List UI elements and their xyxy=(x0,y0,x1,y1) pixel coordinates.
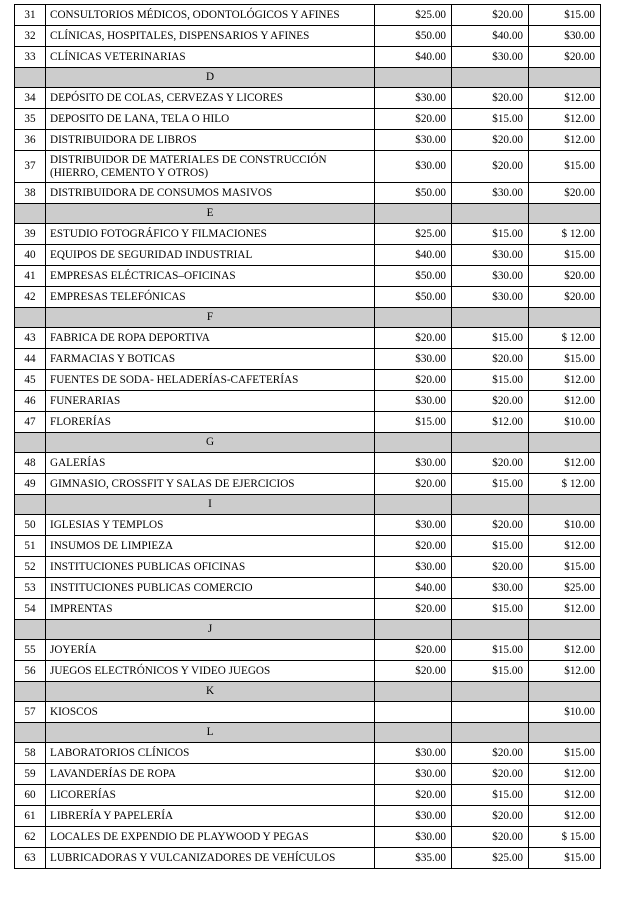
fee-column-1: $30.00 xyxy=(375,349,452,370)
fee-column-3: $ 12.00 xyxy=(529,328,601,349)
business-type: FARMACIAS Y BOTICAS xyxy=(46,349,375,370)
business-type: DEPÓSITO DE COLAS, CERVEZAS Y LICORES xyxy=(46,88,375,109)
fee-column-2: $20.00 xyxy=(452,764,529,785)
section-letter: F xyxy=(46,308,375,328)
section-letter: K xyxy=(46,682,375,702)
fee-column-3: $10.00 xyxy=(529,515,601,536)
table-row xyxy=(15,702,601,723)
section-empty-cell-1 xyxy=(375,682,452,702)
fee-column-2: $15.00 xyxy=(452,109,529,130)
row-number: 63 xyxy=(15,848,46,869)
fee-column-1: $30.00 xyxy=(375,743,452,764)
row-number: 57 xyxy=(15,702,46,723)
section-empty-cell-1 xyxy=(375,308,452,328)
business-type: JOYERÍA xyxy=(46,640,375,661)
table-row xyxy=(15,349,601,370)
business-type: DISTRIBUIDORA DE CONSUMOS MASIVOS xyxy=(46,183,375,204)
fee-column-1: $50.00 xyxy=(375,287,452,308)
fee-column-2: $20.00 xyxy=(452,453,529,474)
table-row xyxy=(15,370,601,391)
fee-column-2: $30.00 xyxy=(452,578,529,599)
fee-column-3: $20.00 xyxy=(529,47,601,68)
section-empty-cell-3 xyxy=(529,433,601,453)
table-row xyxy=(15,536,601,557)
section-letter: E xyxy=(46,204,375,224)
fee-column-2: $12.00 xyxy=(452,412,529,433)
fee-column-1: $30.00 xyxy=(375,453,452,474)
fee-column-3: $12.00 xyxy=(529,785,601,806)
business-type: LABORATORIOS CLÍNICOS xyxy=(46,743,375,764)
fee-column-3: $12.00 xyxy=(529,88,601,109)
fee-column-3: $15.00 xyxy=(529,5,601,26)
fee-column-2: $30.00 xyxy=(452,287,529,308)
business-type: FABRICA DE ROPA DEPORTIVA xyxy=(46,328,375,349)
row-number: 53 xyxy=(15,578,46,599)
section-letter: G xyxy=(46,433,375,453)
fee-column-3: $12.00 xyxy=(529,370,601,391)
fee-column-1: $30.00 xyxy=(375,557,452,578)
row-number: 62 xyxy=(15,827,46,848)
business-type: CLÍNICAS VETERINARIAS xyxy=(46,47,375,68)
business-type: ESTUDIO FOTOGRÁFICO Y FILMACIONES xyxy=(46,224,375,245)
section-spacer-cell xyxy=(15,682,46,702)
tariff-table xyxy=(14,4,601,869)
table-row xyxy=(15,224,601,245)
fee-column-1: $20.00 xyxy=(375,474,452,495)
section-spacer-cell xyxy=(15,308,46,328)
section-empty-cell-2 xyxy=(452,204,529,224)
row-number: 39 xyxy=(15,224,46,245)
row-number: 35 xyxy=(15,109,46,130)
business-type: LAVANDERÍAS DE ROPA xyxy=(46,764,375,785)
business-type: DISTRIBUIDORA DE LIBROS xyxy=(46,130,375,151)
fee-column-3: $15.00 xyxy=(529,848,601,869)
fee-column-3: $12.00 xyxy=(529,640,601,661)
business-type: DEPOSITO DE LANA, TELA O HILO xyxy=(46,109,375,130)
fee-column-1 xyxy=(375,702,452,723)
business-type: DISTRIBUIDOR DE MATERIALES DE CONSTRUCCIÓN (HIERRO, CEMENTO Y OTROS) xyxy=(46,151,375,183)
fee-column-2: $15.00 xyxy=(452,599,529,620)
section-header-row xyxy=(15,68,601,88)
fee-column-3: $12.00 xyxy=(529,536,601,557)
fee-column-2: $20.00 xyxy=(452,88,529,109)
section-empty-cell-2 xyxy=(452,495,529,515)
fee-column-1: $50.00 xyxy=(375,183,452,204)
fee-column-3: $12.00 xyxy=(529,661,601,682)
fee-column-2: $40.00 xyxy=(452,26,529,47)
fee-column-2: $20.00 xyxy=(452,349,529,370)
fee-column-1: $20.00 xyxy=(375,640,452,661)
tariff-table-body xyxy=(15,5,601,869)
row-number: 50 xyxy=(15,515,46,536)
fee-column-3: $30.00 xyxy=(529,26,601,47)
section-spacer-cell xyxy=(15,723,46,743)
fee-column-3: $12.00 xyxy=(529,130,601,151)
row-number: 33 xyxy=(15,47,46,68)
fee-column-1: $20.00 xyxy=(375,661,452,682)
row-number: 43 xyxy=(15,328,46,349)
fee-column-1: $30.00 xyxy=(375,806,452,827)
table-row xyxy=(15,599,601,620)
business-type: FUNERARIAS xyxy=(46,391,375,412)
section-empty-cell-1 xyxy=(375,433,452,453)
table-row xyxy=(15,266,601,287)
fee-column-3: $ 12.00 xyxy=(529,474,601,495)
fee-column-1: $50.00 xyxy=(375,26,452,47)
fee-column-1: $40.00 xyxy=(375,47,452,68)
row-number: 42 xyxy=(15,287,46,308)
fee-column-1: $25.00 xyxy=(375,5,452,26)
row-number: 52 xyxy=(15,557,46,578)
fee-column-3: $10.00 xyxy=(529,702,601,723)
section-letter: D xyxy=(46,68,375,88)
section-empty-cell-1 xyxy=(375,68,452,88)
fee-column-2: $20.00 xyxy=(452,391,529,412)
fee-column-1: $25.00 xyxy=(375,224,452,245)
row-number: 45 xyxy=(15,370,46,391)
table-row xyxy=(15,743,601,764)
fee-column-1: $30.00 xyxy=(375,151,452,183)
row-number: 51 xyxy=(15,536,46,557)
business-type: INSUMOS DE LIMPIEZA xyxy=(46,536,375,557)
table-row xyxy=(15,130,601,151)
fee-column-3: $ 12.00 xyxy=(529,224,601,245)
section-empty-cell-1 xyxy=(375,204,452,224)
table-row xyxy=(15,183,601,204)
business-type: GIMNASIO, CROSSFIT Y SALAS DE EJERCICIOS xyxy=(46,474,375,495)
business-type: JUEGOS ELECTRÓNICOS Y VIDEO JUEGOS xyxy=(46,661,375,682)
table-row xyxy=(15,474,601,495)
fee-column-1: $50.00 xyxy=(375,266,452,287)
table-row xyxy=(15,578,601,599)
section-letter: I xyxy=(46,495,375,515)
section-empty-cell-3 xyxy=(529,682,601,702)
row-number: 54 xyxy=(15,599,46,620)
fee-column-1: $20.00 xyxy=(375,370,452,391)
row-number: 38 xyxy=(15,183,46,204)
table-row xyxy=(15,557,601,578)
fee-column-2: $20.00 xyxy=(452,806,529,827)
table-row xyxy=(15,391,601,412)
fee-column-1: $20.00 xyxy=(375,536,452,557)
fee-column-1: $35.00 xyxy=(375,848,452,869)
section-empty-cell-1 xyxy=(375,620,452,640)
row-number: 47 xyxy=(15,412,46,433)
business-type: LOCALES DE EXPENDIO DE PLAYWOOD Y PEGAS xyxy=(46,827,375,848)
table-row xyxy=(15,151,601,183)
fee-column-2: $30.00 xyxy=(452,266,529,287)
row-number: 41 xyxy=(15,266,46,287)
business-type: EMPRESAS TELEFÓNICAS xyxy=(46,287,375,308)
fee-column-2 xyxy=(452,702,529,723)
fee-column-3: $ 15.00 xyxy=(529,827,601,848)
section-empty-cell-3 xyxy=(529,620,601,640)
section-empty-cell-2 xyxy=(452,308,529,328)
business-type: GALERÍAS xyxy=(46,453,375,474)
section-spacer-cell xyxy=(15,204,46,224)
fee-column-2: $20.00 xyxy=(452,743,529,764)
row-number: 37 xyxy=(15,151,46,183)
section-empty-cell-3 xyxy=(529,723,601,743)
section-empty-cell-2 xyxy=(452,433,529,453)
section-empty-cell-3 xyxy=(529,204,601,224)
section-empty-cell-3 xyxy=(529,308,601,328)
fee-column-1: $30.00 xyxy=(375,515,452,536)
section-empty-cell-3 xyxy=(529,68,601,88)
row-number: 36 xyxy=(15,130,46,151)
fee-column-2: $15.00 xyxy=(452,640,529,661)
fee-column-2: $15.00 xyxy=(452,785,529,806)
business-type: IGLESIAS Y TEMPLOS xyxy=(46,515,375,536)
section-empty-cell-2 xyxy=(452,620,529,640)
section-header-row xyxy=(15,682,601,702)
fee-column-1: $20.00 xyxy=(375,328,452,349)
fee-column-2: $20.00 xyxy=(452,515,529,536)
business-type: FLORERÍAS xyxy=(46,412,375,433)
fee-column-2: $15.00 xyxy=(452,474,529,495)
row-number: 59 xyxy=(15,764,46,785)
section-empty-cell-1 xyxy=(375,723,452,743)
section-letter: L xyxy=(46,723,375,743)
fee-column-2: $15.00 xyxy=(452,224,529,245)
fee-column-2: $30.00 xyxy=(452,183,529,204)
fee-column-3: $12.00 xyxy=(529,764,601,785)
fee-column-3: $15.00 xyxy=(529,151,601,183)
fee-column-3: $12.00 xyxy=(529,453,601,474)
section-spacer-cell xyxy=(15,495,46,515)
fee-column-1: $30.00 xyxy=(375,130,452,151)
section-header-row xyxy=(15,620,601,640)
fee-column-1: $20.00 xyxy=(375,109,452,130)
fee-column-2: $25.00 xyxy=(452,848,529,869)
row-number: 32 xyxy=(15,26,46,47)
table-row xyxy=(15,26,601,47)
fee-column-2: $20.00 xyxy=(452,5,529,26)
row-number: 60 xyxy=(15,785,46,806)
table-row xyxy=(15,245,601,266)
fee-column-2: $30.00 xyxy=(452,47,529,68)
business-type: CLÍNICAS, HOSPITALES, DISPENSARIOS Y AFINES xyxy=(46,26,375,47)
fee-column-1: $15.00 xyxy=(375,412,452,433)
table-row xyxy=(15,640,601,661)
fee-column-2: $15.00 xyxy=(452,536,529,557)
section-empty-cell-3 xyxy=(529,495,601,515)
section-spacer-cell xyxy=(15,68,46,88)
fee-column-3: $15.00 xyxy=(529,245,601,266)
business-type: EMPRESAS ELÉCTRICAS–OFICINAS xyxy=(46,266,375,287)
row-number: 55 xyxy=(15,640,46,661)
fee-column-3: $12.00 xyxy=(529,806,601,827)
business-type: IMPRENTAS xyxy=(46,599,375,620)
table-row xyxy=(15,88,601,109)
table-row xyxy=(15,453,601,474)
table-row xyxy=(15,806,601,827)
table-row xyxy=(15,827,601,848)
business-type: EQUIPOS DE SEGURIDAD INDUSTRIAL xyxy=(46,245,375,266)
table-row xyxy=(15,47,601,68)
row-number: 34 xyxy=(15,88,46,109)
table-row xyxy=(15,785,601,806)
fee-column-1: $30.00 xyxy=(375,391,452,412)
table-row xyxy=(15,287,601,308)
table-row xyxy=(15,764,601,785)
section-empty-cell-2 xyxy=(452,682,529,702)
fee-column-3: $15.00 xyxy=(529,557,601,578)
fee-column-3: $15.00 xyxy=(529,349,601,370)
fee-column-1: $20.00 xyxy=(375,599,452,620)
table-row xyxy=(15,412,601,433)
fee-column-2: $20.00 xyxy=(452,130,529,151)
fee-column-2: $15.00 xyxy=(452,328,529,349)
fee-column-3: $15.00 xyxy=(529,743,601,764)
business-type: LUBRICADORAS Y VULCANIZADORES DE VEHÍCULOS xyxy=(46,848,375,869)
fee-column-3: $20.00 xyxy=(529,183,601,204)
section-spacer-cell xyxy=(15,433,46,453)
business-type: FUENTES DE SODA- HELADERÍAS-CAFETERÍAS xyxy=(46,370,375,391)
row-number: 46 xyxy=(15,391,46,412)
business-type: CONSULTORIOS MÉDICOS, ODONTOLÓGICOS Y AFINES xyxy=(46,5,375,26)
fee-column-1: $30.00 xyxy=(375,764,452,785)
fee-column-3: $20.00 xyxy=(529,266,601,287)
fee-column-1: $20.00 xyxy=(375,785,452,806)
fee-column-1: $30.00 xyxy=(375,88,452,109)
row-number: 49 xyxy=(15,474,46,495)
business-type: LICORERÍAS xyxy=(46,785,375,806)
table-row xyxy=(15,328,601,349)
fee-column-2: $20.00 xyxy=(452,151,529,183)
section-header-row xyxy=(15,723,601,743)
section-header-row xyxy=(15,308,601,328)
section-spacer-cell xyxy=(15,620,46,640)
fee-column-2: $20.00 xyxy=(452,827,529,848)
row-number: 58 xyxy=(15,743,46,764)
section-header-row xyxy=(15,495,601,515)
fee-column-3: $20.00 xyxy=(529,287,601,308)
table-row xyxy=(15,661,601,682)
fee-column-2: $30.00 xyxy=(452,245,529,266)
fee-column-3: $12.00 xyxy=(529,599,601,620)
row-number: 40 xyxy=(15,245,46,266)
fee-column-3: $12.00 xyxy=(529,391,601,412)
fee-column-3: $10.00 xyxy=(529,412,601,433)
section-empty-cell-2 xyxy=(452,723,529,743)
table-row xyxy=(15,848,601,869)
table-row xyxy=(15,109,601,130)
business-type: LIBRERÍA Y PAPELERÍA xyxy=(46,806,375,827)
section-header-row xyxy=(15,204,601,224)
row-number: 48 xyxy=(15,453,46,474)
section-letter: J xyxy=(46,620,375,640)
section-empty-cell-1 xyxy=(375,495,452,515)
table-row xyxy=(15,515,601,536)
fee-column-1: $30.00 xyxy=(375,827,452,848)
fee-column-1: $40.00 xyxy=(375,245,452,266)
table-row xyxy=(15,5,601,26)
business-type: INSTITUCIONES PUBLICAS COMERCIO xyxy=(46,578,375,599)
business-type: KIOSCOS xyxy=(46,702,375,723)
fee-column-3: $12.00 xyxy=(529,109,601,130)
fee-column-1: $40.00 xyxy=(375,578,452,599)
fee-column-2: $20.00 xyxy=(452,557,529,578)
fee-column-2: $15.00 xyxy=(452,661,529,682)
business-type: INSTITUCIONES PUBLICAS OFICINAS xyxy=(46,557,375,578)
section-header-row xyxy=(15,433,601,453)
fee-column-3: $25.00 xyxy=(529,578,601,599)
row-number: 44 xyxy=(15,349,46,370)
section-empty-cell-2 xyxy=(452,68,529,88)
row-number: 56 xyxy=(15,661,46,682)
row-number: 61 xyxy=(15,806,46,827)
fee-column-2: $15.00 xyxy=(452,370,529,391)
row-number: 31 xyxy=(15,5,46,26)
